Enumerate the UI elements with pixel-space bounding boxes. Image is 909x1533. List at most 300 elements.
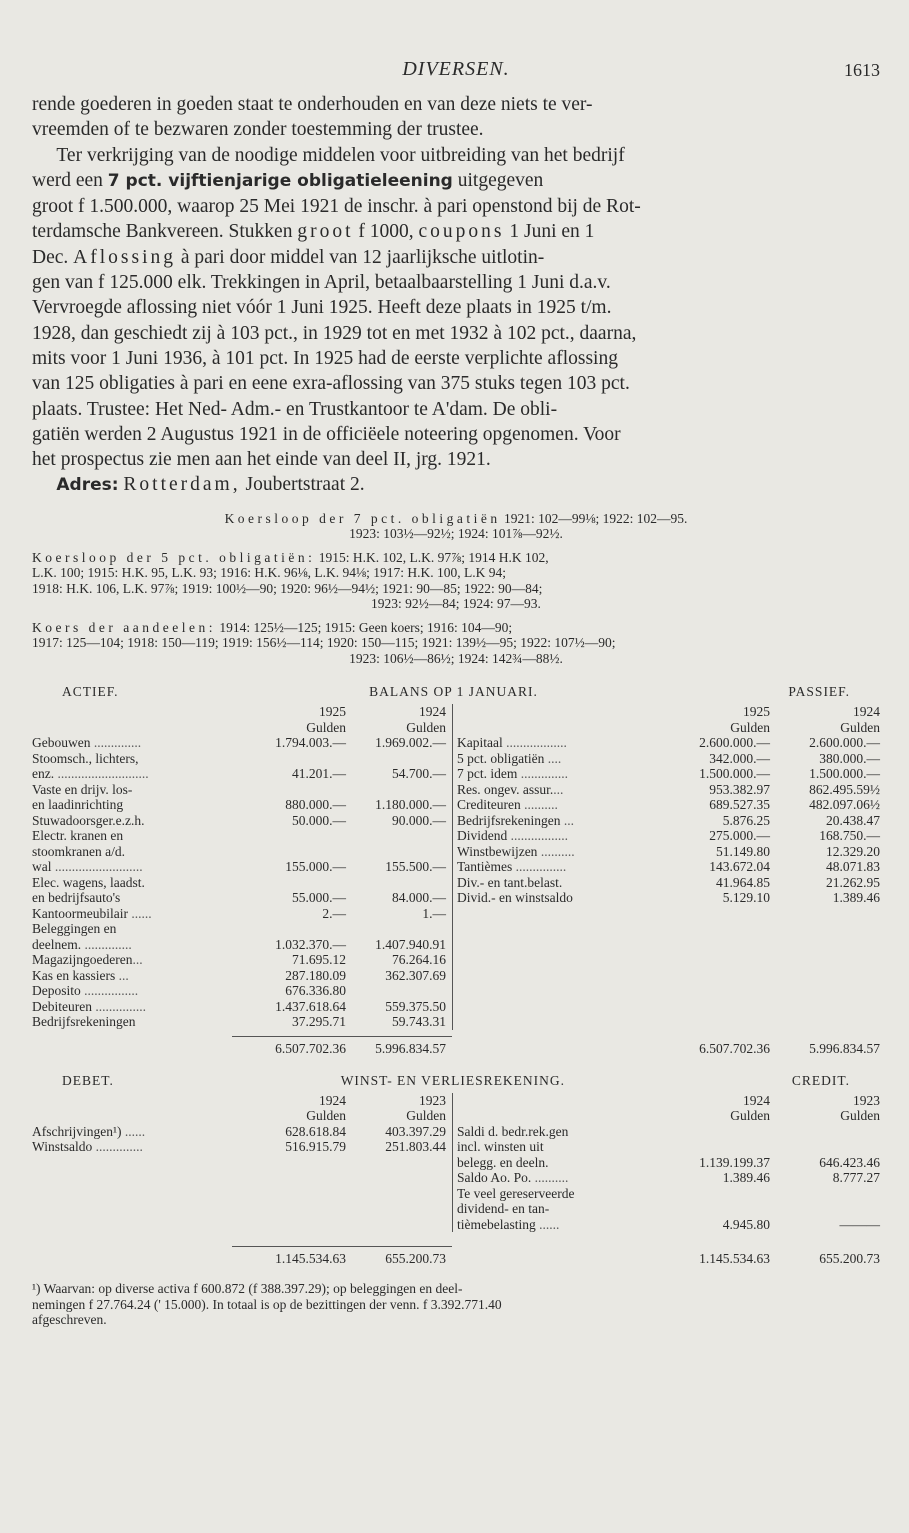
unit-label: Gulden bbox=[306, 719, 346, 735]
value-cell: 8.777.27 bbox=[832, 1170, 880, 1186]
page bbox=[32, 58, 880, 1328]
table-row bbox=[457, 1170, 880, 1186]
value-cell bbox=[246, 844, 346, 860]
value-cell bbox=[660, 1201, 770, 1217]
value-cell: 1.— bbox=[422, 905, 446, 921]
row-label bbox=[32, 782, 246, 798]
row-label bbox=[457, 1155, 660, 1171]
year-label: 1924 bbox=[853, 704, 880, 720]
leader-dots: .............. bbox=[81, 936, 132, 952]
debet-column bbox=[32, 1093, 452, 1233]
value-cell: 55.000.— bbox=[292, 890, 346, 906]
year-header-row bbox=[457, 1093, 880, 1109]
table-row bbox=[32, 937, 452, 953]
leader-dots: ...... bbox=[121, 1123, 146, 1139]
koers-title: Koersloop der 7 pct. obligatiën bbox=[224, 510, 501, 526]
row-label bbox=[457, 782, 660, 798]
row-label bbox=[457, 890, 660, 906]
bold-loan-title: 7 pct. vijftienjarige obligatieleening bbox=[107, 170, 453, 191]
row-label-text: Saldo Ao. Po. bbox=[457, 1170, 532, 1186]
text-line: het prospectus zie men aan het einde van deel II, jrg. 1921. bbox=[32, 449, 491, 471]
total-value: 1.145.534.63 bbox=[699, 1251, 770, 1267]
koers-aandeelen-cont: 1917: 125—104; 1918: 150—119; 1919: 156½—114; 1920: 150—115; 1921: 139½—95; 1922: 107½—90; bbox=[32, 635, 616, 651]
row-label bbox=[32, 968, 246, 984]
actief-head: ACTIEF. bbox=[62, 684, 119, 700]
value-cell: 1.969.002.— bbox=[375, 735, 446, 751]
row-label-text: Div.- en tant.belast. bbox=[457, 874, 563, 890]
value-cell bbox=[346, 782, 452, 798]
body-paragraph bbox=[32, 92, 880, 499]
row-label-text: stoomkranen a/d. bbox=[32, 843, 125, 859]
text-run: werd een bbox=[32, 169, 108, 191]
spaced-text: coupons bbox=[418, 221, 505, 243]
year-label: 1925 bbox=[319, 704, 346, 720]
row-label-text: en laadinrichting bbox=[32, 797, 124, 813]
table-row bbox=[32, 983, 452, 999]
row-label bbox=[32, 906, 246, 922]
koers-values: 1914: 125½—125; 1915: Geen koers; 1916: 104—90; bbox=[215, 619, 513, 635]
row-label-text: Kantoormeubilair bbox=[32, 905, 128, 921]
passief-total bbox=[452, 1041, 880, 1057]
table-row bbox=[32, 766, 452, 782]
koers-values: 1921: 102—99⅛; 1922: 102—95. bbox=[500, 510, 688, 526]
koers-5pct-cont: 1923: 92½—84; 1924: 97—93. bbox=[371, 596, 541, 612]
row-label-text: enz. bbox=[32, 766, 55, 782]
text-line: van 125 obligaties à pari en eene exra-aflossing van 375 stuks tegen 103 pct. bbox=[32, 373, 630, 395]
value-cell: 251.803.44 bbox=[385, 1139, 446, 1155]
text-line bbox=[32, 143, 880, 168]
value-cell: ——— bbox=[839, 1216, 880, 1232]
value-cell: 287.180.09 bbox=[285, 967, 346, 983]
text-line bbox=[32, 219, 880, 244]
leader-dots: .................. bbox=[502, 735, 567, 751]
leader-dots: ...... bbox=[535, 1216, 560, 1232]
table-row bbox=[457, 813, 880, 829]
row-label-text: Elec. wagens, laadst. bbox=[32, 874, 145, 890]
balans-table bbox=[32, 704, 880, 1030]
year-label: 1923 bbox=[419, 1092, 446, 1108]
text-run: terdamsche Bankvereen. Stukken bbox=[32, 221, 298, 243]
value-cell: 71.695.12 bbox=[292, 952, 346, 968]
row-label-text: incl. winsten uit bbox=[457, 1139, 544, 1155]
koersloop-section bbox=[32, 511, 880, 667]
value-cell: 51.149.80 bbox=[716, 843, 770, 859]
table-row bbox=[457, 766, 880, 782]
row-label bbox=[457, 797, 660, 813]
value-cell: 48.071.83 bbox=[826, 859, 880, 875]
row-label bbox=[32, 875, 246, 891]
row-label bbox=[457, 859, 660, 875]
table-row bbox=[457, 735, 880, 751]
value-cell bbox=[346, 844, 452, 860]
value-cell: 143.672.04 bbox=[709, 859, 770, 875]
debet-total bbox=[32, 1251, 452, 1267]
koers-5pct-cont: 1918: H.K. 106, L.K. 97⅞; 1919: 100½—90; 1920: 96½—94½; 1921: 90—85; 1922: 90—84; bbox=[32, 580, 543, 596]
row-label bbox=[457, 1217, 660, 1233]
value-cell: 50.000.— bbox=[292, 812, 346, 828]
text-line: Vervroegde aflossing niet vóór 1 Juni 1925. Heeft deze plaats in 1925 t/m. bbox=[32, 297, 612, 319]
koers-7pct-cont: 1923: 103½—92½; 1924: 101⅞—92½. bbox=[349, 526, 563, 542]
total-rule bbox=[232, 1246, 452, 1247]
value-cell: 342.000.— bbox=[709, 750, 770, 766]
row-label bbox=[32, 1014, 246, 1030]
value-cell bbox=[346, 828, 452, 844]
table-row bbox=[32, 735, 452, 751]
row-label-text: tièmebelasting bbox=[457, 1216, 536, 1232]
row-label bbox=[457, 1186, 660, 1202]
row-label bbox=[32, 937, 246, 953]
value-cell bbox=[660, 1139, 770, 1155]
table-row bbox=[457, 751, 880, 767]
winst-totals bbox=[32, 1251, 880, 1267]
value-cell: 21.262.95 bbox=[826, 874, 880, 890]
value-cell: 1.389.46 bbox=[722, 1170, 770, 1186]
koers-7pct bbox=[32, 511, 880, 527]
value-cell: 1.389.46 bbox=[832, 890, 880, 906]
value-cell: 41.964.85 bbox=[716, 874, 770, 890]
value-cell: 953.382.97 bbox=[709, 781, 770, 797]
total-value: 655.200.73 bbox=[385, 1251, 446, 1267]
row-label-text: Crediteuren bbox=[457, 797, 521, 813]
text-line: plaats. Trustee: Het Ned- Adm.- en Trustkantoor te A'dam. De obli- bbox=[32, 398, 558, 420]
value-cell: 90.000.— bbox=[392, 812, 446, 828]
text-run: uitgegeven bbox=[452, 169, 544, 191]
table-row bbox=[457, 828, 880, 844]
row-label-text: Tantièmes bbox=[457, 859, 513, 875]
value-cell: 5.876.25 bbox=[722, 812, 770, 828]
text-run: Dec. bbox=[32, 246, 74, 268]
unit-label: Gulden bbox=[730, 719, 770, 735]
value-cell: 1.180.000.— bbox=[375, 797, 446, 813]
winst-title: WINST- EN VERLIESREKENING. bbox=[340, 1072, 566, 1088]
value-cell: 880.000.— bbox=[285, 797, 346, 813]
value-cell: 275.000.— bbox=[709, 828, 770, 844]
spaced-text: groot bbox=[297, 221, 354, 243]
row-label bbox=[32, 828, 246, 844]
total-value: 655.200.73 bbox=[819, 1251, 880, 1267]
text-line: mits voor 1 Juni 1936, à 101 pct. In 1925 had de eerste verplichte aflossing bbox=[32, 347, 618, 369]
leader-dots: ............... bbox=[512, 859, 567, 875]
unit-header-row bbox=[32, 1108, 452, 1124]
row-label-text: dividend- en tan- bbox=[457, 1201, 550, 1217]
leader-dots: .......... bbox=[520, 797, 558, 813]
row-label-text: Deposito bbox=[32, 983, 81, 999]
row-label-text: wal bbox=[32, 859, 52, 875]
row-label bbox=[457, 751, 660, 767]
value-cell bbox=[246, 751, 346, 767]
leader-dots: .... bbox=[544, 750, 562, 766]
row-label-text: belegg. en deeln. bbox=[457, 1154, 549, 1170]
value-cell: 689.527.35 bbox=[709, 797, 770, 813]
total-value: 6.507.702.36 bbox=[699, 1040, 770, 1056]
total-value: 1.145.534.63 bbox=[275, 1251, 346, 1267]
row-label-text: Afschrijvingen¹) bbox=[32, 1123, 122, 1139]
leader-dots: .......... bbox=[537, 843, 575, 859]
table-row bbox=[457, 890, 880, 906]
value-cell: 155.500.— bbox=[385, 859, 446, 875]
row-label-text: Res. ongev. assur. bbox=[457, 781, 554, 797]
table-row bbox=[457, 1186, 880, 1202]
table-row bbox=[32, 782, 452, 798]
text-line: groot f 1.500.000, waarop 25 Mei 1921 de inschr. à pari openstond bij de Rot- bbox=[32, 196, 641, 218]
table-row bbox=[32, 797, 452, 813]
table-row bbox=[32, 875, 452, 891]
text-run: f 1000, bbox=[353, 221, 419, 243]
value-cell bbox=[770, 1124, 880, 1140]
value-cell: 1.032.370.— bbox=[275, 936, 346, 952]
unit-header-row bbox=[32, 720, 452, 736]
year-label: 1925 bbox=[743, 704, 770, 720]
table-row bbox=[457, 797, 880, 813]
table-row bbox=[32, 1139, 452, 1155]
value-cell: 54.700.— bbox=[392, 766, 446, 782]
value-cell bbox=[660, 1186, 770, 1202]
text-line: 1928, dan geschiedt zij à 103 pct., in 1929 tot en met 1932 à 102 pct., daarna, bbox=[32, 322, 637, 344]
actief-column bbox=[32, 704, 452, 1030]
running-title: DIVERSEN. bbox=[402, 58, 510, 80]
table-row bbox=[32, 952, 452, 968]
koers-5pct bbox=[32, 550, 880, 566]
footnote-line: nemingen f 27.764.24 (' 15.000). In totaal is op de bezittingen der venn. f 3.392.771.40 bbox=[32, 1296, 502, 1312]
koers-aandeelen-cont: 1923: 106½—86½; 1924: 142¾—88½. bbox=[349, 650, 563, 666]
table-row bbox=[32, 813, 452, 829]
table-row bbox=[32, 906, 452, 922]
credit-head: CREDIT. bbox=[791, 1072, 850, 1088]
table-row bbox=[457, 1201, 880, 1217]
total-value: 6.507.702.36 bbox=[275, 1040, 346, 1056]
table-row bbox=[32, 968, 452, 984]
page-number: 1613 bbox=[844, 60, 880, 80]
koers-title: Koersloop der 5 pct. obligatiën: bbox=[32, 549, 316, 565]
row-label-text: Kapitaal bbox=[457, 735, 503, 751]
spaced-text: Aflossing bbox=[73, 246, 176, 268]
leader-dots: .............. bbox=[90, 735, 142, 751]
value-cell: 155.000.— bbox=[285, 859, 346, 875]
table-row bbox=[32, 844, 452, 860]
row-label-text: Bedrijfsrekeningen bbox=[457, 812, 561, 828]
year-label: 1924 bbox=[319, 1092, 346, 1108]
balans-totals bbox=[32, 1041, 880, 1057]
row-label-text: Beleggingen en bbox=[32, 921, 117, 937]
row-label-text: Magazijngoederen bbox=[32, 952, 133, 968]
value-cell bbox=[246, 828, 346, 844]
footnote-line: ¹) Waarvan: op diverse activa f 600.872 (f 388.397.29); op beleggingen en deel- bbox=[32, 1281, 463, 1297]
value-cell: 2.600.000.— bbox=[699, 735, 770, 751]
row-label-text: Stoomsch., lichters, bbox=[32, 750, 139, 766]
row-label bbox=[32, 797, 246, 813]
text-line bbox=[32, 245, 880, 270]
unit-label: Gulden bbox=[840, 719, 880, 735]
value-cell bbox=[770, 1201, 880, 1217]
leader-dots: ... bbox=[132, 952, 143, 968]
footnote-line: afgeschreven. bbox=[32, 1312, 107, 1328]
unit-label: Gulden bbox=[730, 1108, 770, 1124]
leader-dots: .............. bbox=[92, 1139, 143, 1155]
actief-total bbox=[32, 1041, 452, 1057]
row-label-text: 7 pct. idem bbox=[457, 766, 518, 782]
row-label bbox=[32, 859, 246, 875]
row-label-text: deelnem. bbox=[32, 936, 82, 952]
text-line bbox=[32, 168, 880, 194]
koers-5pct-cont: L.K. 100; 1915: H.K. 95, L.K. 93; 1916: H.K. 96⅛, L.K. 94⅛; 1917: H.K. 100, L.K 94; bbox=[32, 565, 506, 581]
year-header-row bbox=[32, 1093, 452, 1109]
row-label-text: Divid.- en winstsaldo bbox=[457, 890, 573, 906]
leader-dots: .......... bbox=[531, 1170, 569, 1186]
value-cell bbox=[246, 875, 346, 891]
value-cell: 37.295.71 bbox=[292, 1014, 346, 1030]
row-label bbox=[457, 875, 660, 891]
row-label bbox=[457, 1170, 660, 1186]
value-cell: 559.375.50 bbox=[385, 998, 446, 1014]
row-label-text: Gebouwen bbox=[32, 735, 91, 751]
address-line bbox=[32, 472, 880, 498]
koers-title: Koers der aandeelen: bbox=[32, 619, 216, 635]
year-header-row bbox=[32, 704, 452, 720]
unit-label: Gulden bbox=[406, 1108, 446, 1124]
total-rule bbox=[232, 1036, 452, 1037]
koers-aandeelen bbox=[32, 620, 880, 636]
value-cell: 84.000.— bbox=[392, 890, 446, 906]
year-label: 1923 bbox=[853, 1092, 880, 1108]
value-cell bbox=[246, 921, 346, 937]
value-cell: 12.329.20 bbox=[826, 843, 880, 859]
table-row bbox=[457, 859, 880, 875]
total-value: 5.996.834.57 bbox=[375, 1040, 446, 1056]
table-row bbox=[32, 859, 452, 875]
row-label bbox=[32, 1124, 246, 1140]
year-label: 1924 bbox=[743, 1092, 770, 1108]
row-label bbox=[457, 1139, 660, 1155]
row-label bbox=[32, 999, 246, 1015]
value-cell: 1.437.618.64 bbox=[275, 998, 346, 1014]
address-label: Adres: bbox=[56, 475, 119, 496]
balans-heading bbox=[32, 684, 880, 700]
row-label-text: Debiteuren bbox=[32, 998, 92, 1014]
value-cell bbox=[346, 921, 452, 937]
table-row bbox=[32, 751, 452, 767]
row-label-text: Electr. kranen en bbox=[32, 828, 124, 844]
row-label-text: Winstsaldo bbox=[32, 1139, 93, 1155]
value-cell: 2.600.000.— bbox=[809, 735, 880, 751]
value-cell bbox=[770, 1186, 880, 1202]
row-label-text: Te veel gereserveerde bbox=[457, 1185, 575, 1201]
value-cell: 1.139.199.37 bbox=[699, 1154, 770, 1170]
value-cell: 403.397.29 bbox=[385, 1123, 446, 1139]
table-row bbox=[32, 1124, 452, 1140]
leader-dots: ................ bbox=[80, 983, 139, 999]
text-run: Ter verkrijging van de noodige middelen voor uitbreiding van het bedrijf bbox=[56, 144, 625, 166]
table-row bbox=[457, 875, 880, 891]
value-cell: 1.794.003.— bbox=[275, 735, 346, 751]
row-label bbox=[32, 983, 246, 999]
row-label bbox=[457, 766, 660, 782]
row-label-text: Winstbewijzen bbox=[457, 843, 538, 859]
table-row bbox=[32, 999, 452, 1015]
value-cell: 516.915.79 bbox=[285, 1139, 346, 1155]
row-label bbox=[32, 844, 246, 860]
row-label-text: en bedrijfsauto's bbox=[32, 890, 121, 906]
winst-table bbox=[32, 1093, 880, 1233]
text-line: vreemden of te bezwaren zonder toestemming der trustee. bbox=[32, 119, 484, 141]
text-line: gen van f 125.000 elk. Trekkingen in April, betaalbaarstelling 1 Juni d.a.v. bbox=[32, 272, 611, 294]
year-label: 1924 bbox=[419, 704, 446, 720]
passief-head: PASSIEF. bbox=[788, 684, 850, 700]
table-row bbox=[457, 1124, 880, 1140]
text-run: 1 Juni en 1 bbox=[504, 221, 595, 243]
value-cell: 1.407.940.91 bbox=[375, 936, 446, 952]
value-cell bbox=[660, 1124, 770, 1140]
row-label-text: Saldi d. bedr.rek.gen bbox=[457, 1123, 569, 1139]
value-cell: 59.743.31 bbox=[392, 1014, 446, 1030]
balans-title: BALANS OP 1 JANUARI. bbox=[369, 684, 538, 700]
row-label bbox=[32, 1139, 246, 1155]
value-cell: 20.438.47 bbox=[826, 812, 880, 828]
value-cell: 76.264.16 bbox=[392, 952, 446, 968]
value-cell: 5.129.10 bbox=[722, 890, 770, 906]
value-cell: 4.945.80 bbox=[722, 1216, 770, 1232]
table-row bbox=[457, 844, 880, 860]
value-cell: 168.750.— bbox=[819, 828, 880, 844]
debet-head: DEBET. bbox=[62, 1072, 114, 1088]
leader-dots: .............. bbox=[517, 766, 568, 782]
page-header bbox=[32, 58, 880, 92]
value-cell bbox=[246, 782, 346, 798]
row-label bbox=[457, 844, 660, 860]
table-row bbox=[32, 828, 452, 844]
table-row bbox=[32, 921, 452, 937]
row-label-text: Kas en kassiers bbox=[32, 967, 116, 983]
value-cell: 1.500.000.— bbox=[699, 766, 770, 782]
value-cell bbox=[346, 983, 452, 999]
value-cell: 41.201.— bbox=[292, 766, 346, 782]
row-label-text: Stuwadoorsger.e.z.h. bbox=[32, 812, 145, 828]
value-cell: 646.423.46 bbox=[819, 1154, 880, 1170]
row-label bbox=[32, 735, 246, 751]
row-label bbox=[32, 813, 246, 829]
credit-column bbox=[452, 1093, 880, 1233]
total-value: 5.996.834.57 bbox=[809, 1040, 880, 1056]
row-label bbox=[32, 751, 246, 767]
koers-values: 1915: H.K. 102, L.K. 97⅞; 1914 H.K 102, bbox=[315, 549, 549, 565]
row-label bbox=[32, 890, 246, 906]
value-cell: 380.000.— bbox=[819, 750, 880, 766]
table-row bbox=[457, 1139, 880, 1155]
unit-label: Gulden bbox=[406, 719, 446, 735]
value-cell bbox=[346, 751, 452, 767]
credit-total bbox=[452, 1251, 880, 1267]
leader-dots: ... bbox=[560, 812, 574, 828]
text-line: gatiën werden 2 Augustus 1921 in de officiëele noteering opgenomen. Voor bbox=[32, 423, 621, 445]
winst-heading bbox=[32, 1073, 880, 1089]
leader-dots: ... bbox=[553, 781, 564, 797]
text-line: rende goederen in goeden staat te onderhouden en van deze niets te ver- bbox=[32, 94, 593, 115]
row-label-text: Dividend bbox=[457, 828, 508, 844]
address-street: Joubertstraat 2. bbox=[240, 474, 365, 496]
leader-dots: ................. bbox=[507, 828, 568, 844]
table-row bbox=[32, 890, 452, 906]
unit-label: Gulden bbox=[840, 1108, 880, 1124]
passief-column bbox=[452, 704, 880, 1030]
leader-dots: ... bbox=[115, 967, 129, 983]
row-label-text: 5 pct. obligatiën bbox=[457, 750, 545, 766]
value-cell: 862.495.59½ bbox=[809, 781, 880, 797]
unit-label: Gulden bbox=[306, 1108, 346, 1124]
table-row bbox=[457, 1217, 880, 1233]
table-row bbox=[457, 782, 880, 798]
value-cell bbox=[346, 875, 452, 891]
leader-dots: ...... bbox=[127, 905, 152, 921]
row-label bbox=[32, 952, 246, 968]
